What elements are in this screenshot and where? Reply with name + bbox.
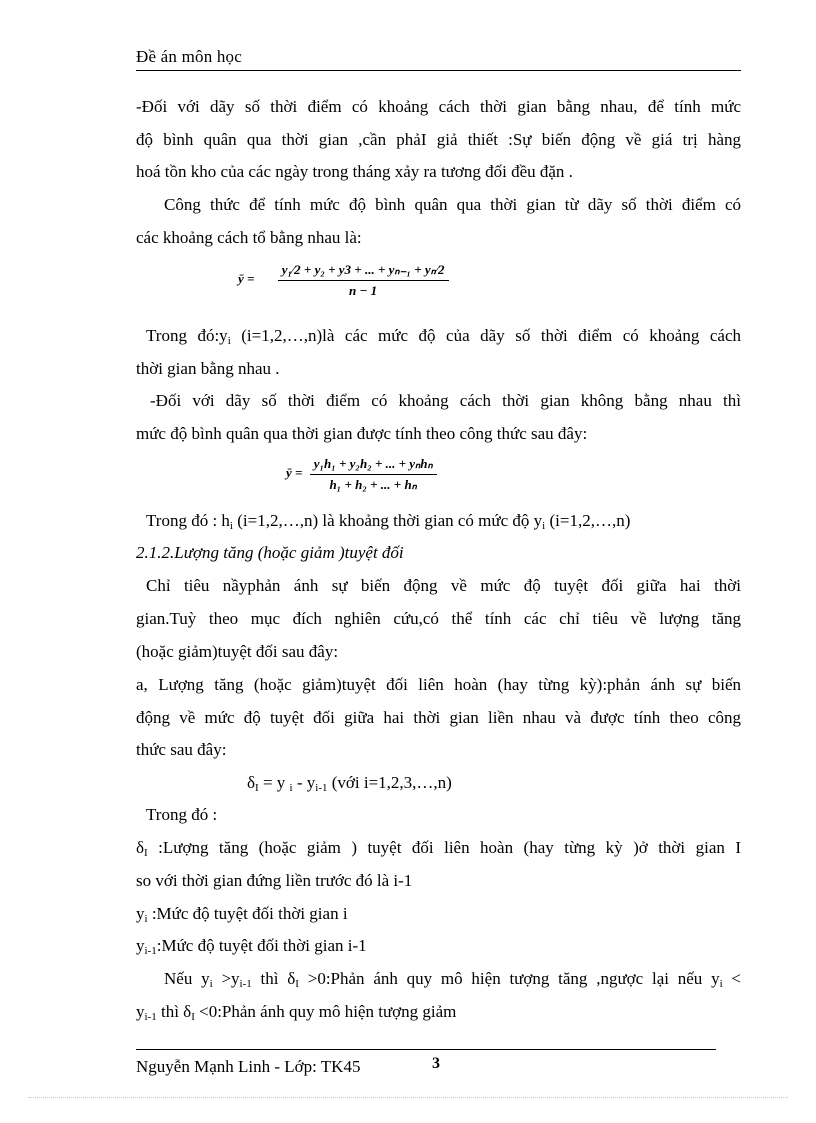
para8-line2: $y_{i-1}$ thì $\delta_I$ <0:Phản ánh quy mô hiện tượng giảm xyxy=(136,1002,457,1023)
footer-author: Nguyễn Mạnh Linh - Lớp: TK45 xyxy=(136,1057,361,1076)
formula-unequal-intervals xyxy=(286,456,437,493)
header-rule xyxy=(136,70,741,71)
def1-line1: $\delta_I$ :Lượng tăng (hoặc giảm ) tuyệt đối liên hoàn (hay từng kỳ )ở thời gian I xyxy=(136,838,741,859)
formula1-fraction xyxy=(278,262,449,299)
para4-line2: mức độ bình quân qua thời gian được tính theo công thức sau đây: xyxy=(136,424,588,443)
para4-line1: -Đối với dãy số thời điểm có khoảng cách thời gian không bằng nhau thì xyxy=(150,391,741,410)
para6-line1: Chỉ tiêu nầyphản ánh sự biến động về mức độ tuyệt đối giữa hai thời xyxy=(146,576,741,595)
para1-line1: -Đối với dãy số thời điểm có khoảng cách thời gian bằng nhau, để tính mức xyxy=(136,97,741,116)
page-edge-dotted-line xyxy=(28,1097,788,1098)
para3-line1: Trong $đó:y_i$ (i=1,2,…,n)là các mức độ của dãy số thời điểm có khoảng cách xyxy=(146,326,741,347)
para6-line2: gian.Tuỳ theo mục đích nghiên cứu,có thể tính các chỉ tiêu về lượng tăng xyxy=(136,609,741,628)
para3-line2: thời gian bằng nhau . xyxy=(136,359,280,378)
def2-line: $y_i$ :Mức độ tuyệt đối thời gian i xyxy=(136,904,348,925)
formula2-lhs: ȳ = xyxy=(286,465,303,481)
para1-line3: hoá tồn kho của các ngày trong tháng xảy ra tương đối đều đặn . xyxy=(136,162,573,181)
para7-line1: a, Lượng tăng (hoặc giảm)tuyệt đối liên hoàn (hay từng kỳ):phản ánh sự biến xyxy=(136,675,741,694)
para2-line2: các khoảng cách tổ bằng nhau là: xyxy=(136,228,362,247)
page-number: 3 xyxy=(432,1055,440,1072)
para7-line3: thức sau đây: xyxy=(136,740,227,759)
para1-line2: độ bình quân qua thời gian ,cần phảI giả thiết :Sự biến động về giá trị hàng xyxy=(136,130,741,149)
formula2-denominator: h₁ + h₂ + ... + hₙ xyxy=(329,477,417,492)
formula1-denominator: n − 1 xyxy=(349,283,378,298)
def1-line2: so với thời gian đứng liền trước đó là i-1 xyxy=(136,871,413,890)
para2-line1: Công thức để tính mức độ bình quân qua thời gian từ dãy số thời điểm có xyxy=(164,195,741,214)
formula2-numerator: y₁h₁ + y₂h₂ + ... + yₙhₙ xyxy=(310,456,437,475)
formula1-numerator: y₁⁄2 + y₂ + y3 + ... + yₙ₋₁ + yₙ⁄2 xyxy=(278,262,449,281)
para8-line1: Nếu $y_i >y_{i-1}$ thì $\delta_I$ >0:Phản ánh quy mô hiện tượng tăng ,ngược lại nếu $y_i$ < xyxy=(164,969,742,990)
footer-rule xyxy=(136,1049,716,1050)
page-header: Đề án môn học xyxy=(136,47,242,66)
para7-line2: động về mức độ tuyệt đối giữa hai thời gian liền nhau và được tính theo công xyxy=(136,708,741,727)
formula1-lhs: ȳ = xyxy=(238,271,255,287)
def3-line: $y_{i-1}:Mức$ độ tuyệt đối thời gian i-1 xyxy=(136,936,367,957)
para5-line1: Trong đó : $h_i$ (i=1,2,…,n) là khoảng thời gian có mức độ $y_i$ (i=1,2,…,n) xyxy=(146,511,631,532)
formula2-fraction xyxy=(310,456,437,493)
formula-equal-intervals xyxy=(238,262,449,299)
where-label: Trong đó : xyxy=(146,805,218,824)
para6-line3: (hoặc giảm)tuyệt đối sau đây: xyxy=(136,642,339,661)
section-heading: 2.1.2.Lượng tăng (hoặc giảm )tuyệt đối xyxy=(136,543,404,562)
formula-absolute-change: $\delta_I = y$ $_i - y_{i-1}$ (với i=1,2,3,…,n) xyxy=(247,773,452,794)
